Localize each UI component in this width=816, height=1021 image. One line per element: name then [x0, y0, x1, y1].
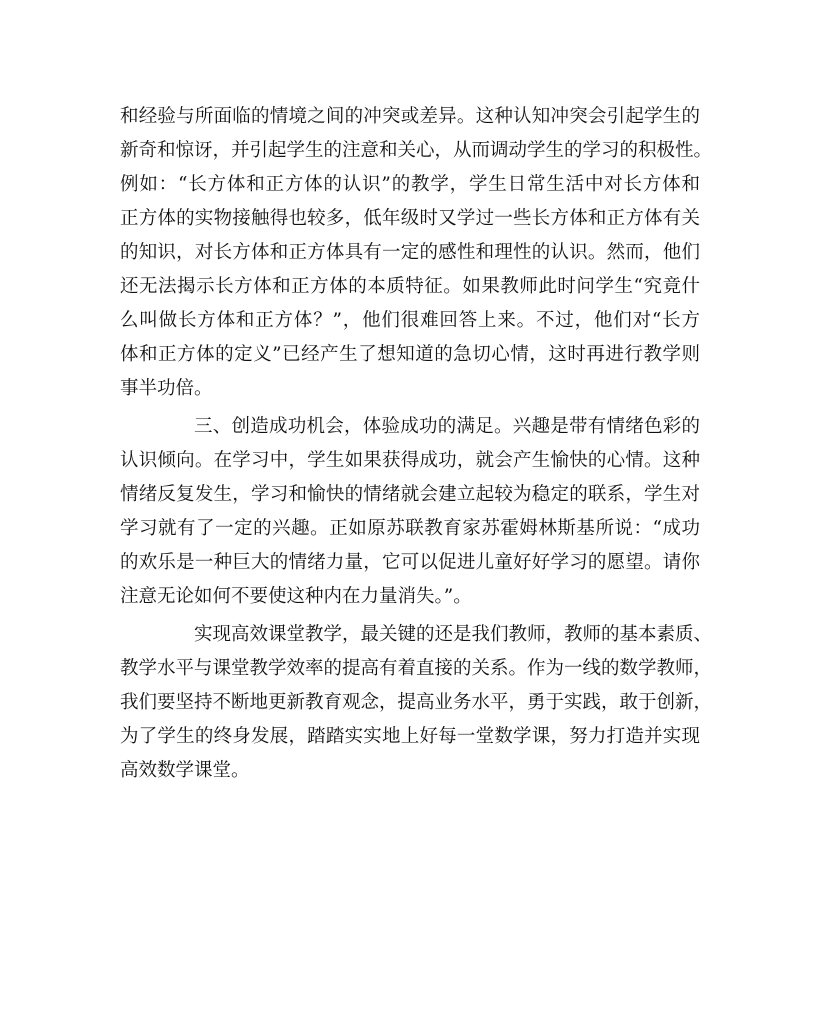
text-line: 的欢乐是一种巨大的情绪力量，它可以促进儿童好好学习的愿望。请你	[120, 552, 700, 573]
text-line: 为了学生的终身发展，踏踏实实地上好每一堂数学课，努力打造并实现	[120, 726, 700, 747]
text-line: 高效数学课堂。	[120, 760, 250, 781]
text-line: 教学水平与课堂教学效率的提高有着直接的关系。作为一线的数学教师，	[120, 658, 713, 679]
text-line: 和经验与所面临的情境之间的冲突或差异。这种认知冲突会引起学生的	[120, 106, 700, 127]
paragraph-1	[120, 100, 713, 406]
document-body	[120, 100, 713, 788]
text-line: 的知识，对长方体和正方体具有一定的感性和理性的认识。然而，他们	[120, 242, 700, 263]
text-line: 新奇和惊讶，并引起学生的注意和关心，从而调动学生的学习的积极性。	[120, 140, 713, 161]
text-line: 我们要坚持不断地更新教育观念，提高业务水平，勇于实践，敢于创新，	[120, 692, 713, 713]
text-line: 情绪反复发生，学习和愉快的情绪就会建立起较为稳定的联系，学生对	[120, 484, 700, 505]
text-line: 实现高效课堂教学，最关键的还是我们教师，教师的基本素质、	[194, 624, 713, 645]
text-line: 正方体的实物接触得也较多，低年级时又学过一些长方体和正方体有关	[120, 208, 700, 229]
text-line: 还无法揭示长方体和正方体的本质特征。如果教师此时问学生“究竟什	[120, 276, 700, 297]
text-line: 例如：“长方体和正方体的认识”的教学，学生日常生活中对长方体和	[120, 174, 700, 195]
text-line: 三、创造成功机会，体验成功的满足。兴趣是带有情绪色彩的	[194, 416, 700, 437]
paragraph-3	[120, 618, 713, 788]
text-line: 么叫做长方体和正方体？”，他们很难回答上来。不过，他们对“长方	[120, 310, 700, 331]
text-line: 事半功倍。	[120, 378, 213, 399]
text-line: 注意无论如何不要使这种内在力量消失。”。	[120, 586, 472, 607]
text-line: 体和正方体的定义”已经产生了想知道的急切心情，这时再进行教学则	[120, 344, 700, 365]
paragraph-2	[120, 410, 700, 614]
text-line: 学习就有了一定的兴趣。正如原苏联教育家苏霍姆林斯基所说：“成功	[120, 518, 700, 539]
text-line: 认识倾向。在学习中，学生如果获得成功，就会产生愉快的心情。这种	[120, 450, 700, 471]
